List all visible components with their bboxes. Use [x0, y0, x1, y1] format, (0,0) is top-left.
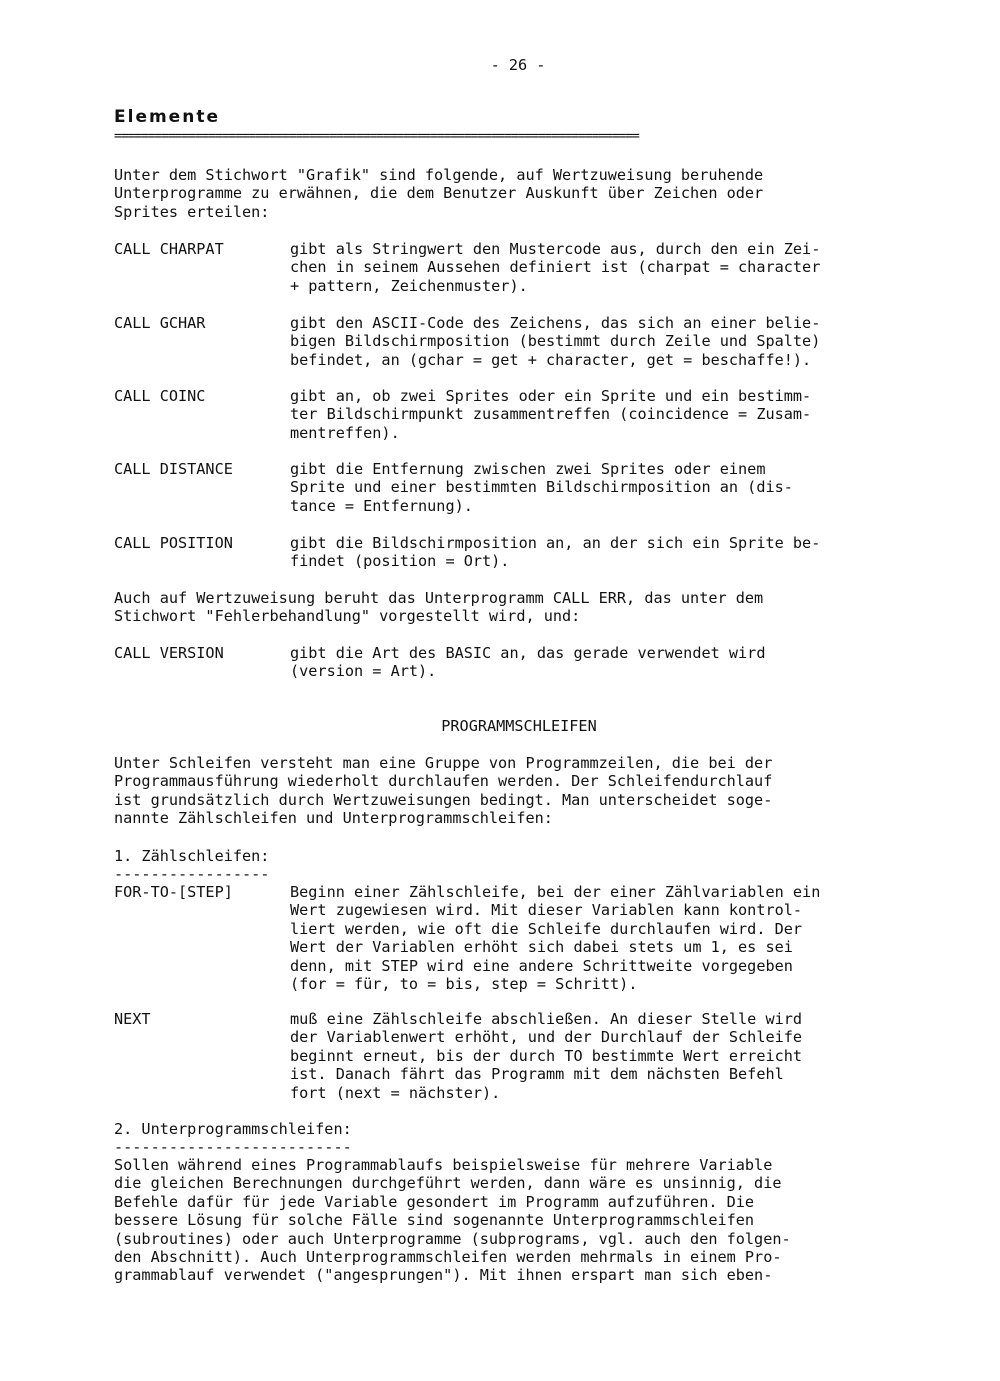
definition-text-for-to-step: [290, 883, 820, 993]
text-line: befindet, an (gchar = get + character, get = beschaffe!).: [290, 350, 812, 369]
final-paragraph: [114, 1156, 791, 1285]
definition-text-position: [290, 534, 820, 571]
text-line: Beginn einer Zählschleife, bei der einer Zählvariablen ein: [290, 883, 821, 901]
definition-term-charpat: CALL CHARPAT: [114, 240, 224, 258]
loops-intro-paragraph: [114, 754, 772, 828]
page-number: - 26 -: [490, 56, 546, 74]
text-line: gibt die Art des BASIC an, das gerade verwendet wird: [290, 644, 766, 662]
text-line: den Abschnitt). Auch Unterprogrammschleifen werden mehrmals in einem Pro-: [114, 1247, 782, 1266]
text-line: Programmausführung wiederholt durchlaufen werden. Der Schleifendurchlauf: [114, 772, 773, 791]
definition-text-gchar: [290, 314, 820, 369]
text-line: chen in seinem Aussehen definiert ist (charpat = character: [290, 258, 821, 277]
text-line: findet (position = Ort).: [290, 552, 510, 571]
text-line: tance = Entfernung).: [290, 496, 473, 515]
definition-text-distance: [290, 460, 793, 515]
definition-text-version: [290, 644, 765, 681]
subsection-underline: -----------------: [114, 865, 270, 883]
text-line: Sollen während eines Programmablaufs beispielsweise für mehrere Variable: [114, 1156, 773, 1174]
text-line: Wert der Variablen erhöht sich dabei stets um 1, es sei: [290, 938, 793, 957]
heading-underline: ==============================================================================: [114, 129, 639, 144]
text-line: der Variablenwert erhöht, und der Durchlauf der Schleife: [290, 1028, 803, 1047]
text-line: Stichwort "Fehlerbehandlung" vorgestellt wird, und:: [114, 607, 581, 626]
text-line: bigen Bildschirmposition (bestimmt durch Zeile und Spalte): [290, 332, 821, 351]
page-heading: Elemente: [114, 107, 220, 127]
definition-term-version: CALL VERSION: [114, 644, 224, 662]
text-line: beginnt erneut, bis der durch TO bestimmte Wert erreicht: [290, 1046, 803, 1065]
subsection-title-subroutine-loops: 2. Unterprogrammschleifen:: [114, 1120, 352, 1138]
text-line: liert werden, wie oft die Schleife durchlaufen wird. Der: [290, 919, 803, 938]
text-line: (version = Art).: [290, 662, 437, 681]
text-line: Befehle dafür für jede Variable gesondert im Programm aufzuführen. Die: [114, 1192, 755, 1211]
subsection-title-counting-loops: 1. Zählschleifen:: [114, 847, 270, 865]
definition-text-next: [290, 1010, 802, 1102]
text-line: ist grundsätzlich durch Wertzuweisungen bedingt. Man unterscheidet soge-: [114, 790, 773, 809]
definition-term-next: NEXT: [114, 1010, 151, 1028]
text-line: gibt die Entfernung zwischen zwei Sprites oder einem: [290, 460, 766, 478]
text-line: fort (next = nächster).: [290, 1083, 501, 1102]
text-line: (subroutines) oder auch Unterprogramme (subprograms, vgl. auch den folgen-: [114, 1229, 791, 1248]
text-line: gibt die Bildschirmposition an, an der sich ein Sprite be-: [290, 534, 821, 552]
err-paragraph: [114, 589, 763, 626]
text-line: ist. Danach fährt das Programm mit dem nächsten Befehl: [290, 1065, 784, 1084]
definition-text-coinc: [290, 387, 811, 442]
text-line: Wert zugewiesen wird. Mit dieser Variablen kann kontrol-: [290, 901, 803, 920]
subsection-underline: --------------------------: [114, 1138, 352, 1156]
text-line: Sprites erteilen:: [114, 202, 270, 221]
text-line: gibt als Stringwert den Mustercode aus, durch den ein Zei-: [290, 240, 821, 258]
text-line: mentreffen).: [290, 423, 400, 442]
text-line: + pattern, Zeichenmuster).: [290, 276, 528, 295]
text-line: gibt an, ob zwei Sprites oder ein Sprite und ein bestimm-: [290, 387, 812, 405]
text-line: die gleichen Berechnungen durchgeführt werden, dann wäre es unsinnig, die: [114, 1174, 782, 1193]
definition-term-distance: CALL DISTANCE: [114, 460, 233, 478]
text-line: gibt den ASCII-Code des Zeichens, das sich an einer belie-: [290, 314, 821, 332]
text-line: (for = für, to = bis, step = Schritt).: [290, 974, 638, 993]
definition-text-charpat: [290, 240, 820, 295]
definition-term-coinc: CALL COINC: [114, 387, 206, 405]
definition-term-position: CALL POSITION: [114, 534, 233, 552]
text-line: muß eine Zählschleife abschließen. An dieser Stelle wird: [290, 1010, 803, 1028]
definition-term-for-to-step: FOR-TO-[STEP]: [114, 883, 233, 901]
text-line: Unter Schleifen versteht man eine Gruppe von Programmzeilen, die bei der: [114, 754, 773, 772]
text-line: Auch auf Wertzuweisung beruht das Unterprogramm CALL ERR, das unter dem: [114, 589, 764, 607]
text-line: Unter dem Stichwort "Grafik" sind folgende, auf Wertzuweisung beruhende: [114, 166, 764, 184]
text-line: grammablauf verwendet ("angesprungen"). Mit ihnen erspart man sich eben-: [114, 1266, 773, 1285]
section-title: PROGRAMMSCHLEIFEN: [441, 717, 597, 735]
intro-paragraph: [114, 166, 763, 221]
definition-term-gchar: CALL GCHAR: [114, 314, 206, 332]
text-line: bessere Lösung für solche Fälle sind sogenannte Unterprogrammschleifen: [114, 1211, 755, 1230]
text-line: nannte Zählschleifen und Unterprogrammschleifen:: [114, 809, 553, 828]
text-line: denn, mit STEP wird eine andere Schrittweite vorgegeben: [290, 956, 793, 975]
text-line: Unterprogramme zu erwähnen, die dem Benutzer Auskunft über Zeichen oder: [114, 184, 764, 203]
text-line: Sprite und einer bestimmten Bildschirmposition an (dis-: [290, 478, 793, 497]
text-line: ter Bildschirmpunkt zusammentreffen (coincidence = Zusam-: [290, 405, 812, 424]
